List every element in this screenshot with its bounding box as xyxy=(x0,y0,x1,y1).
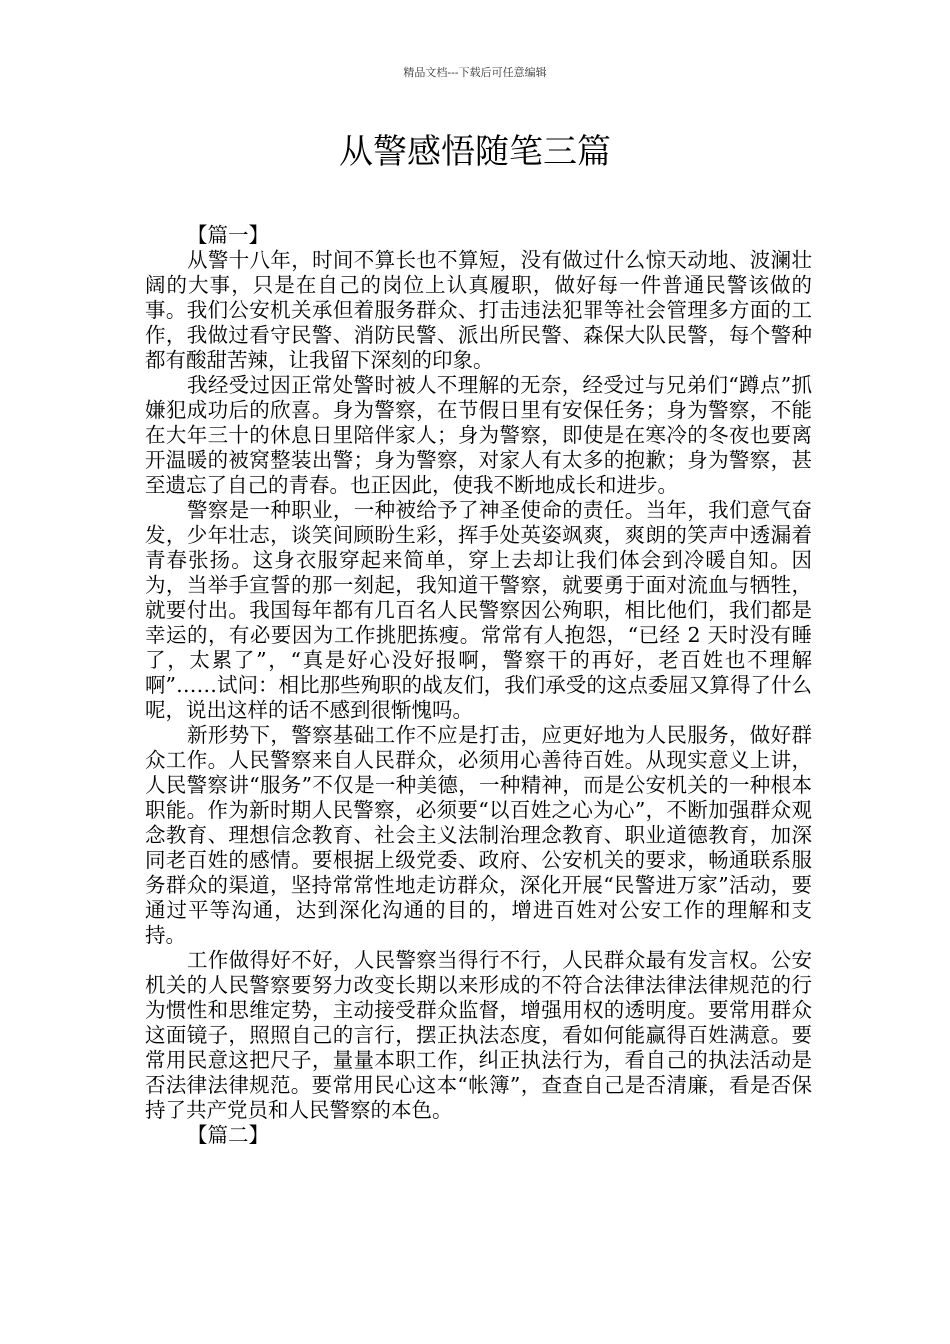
section-heading-1: 【篇一】 xyxy=(187,223,269,247)
page-title: 从警感悟随笔三篇 xyxy=(339,132,611,172)
paragraph: 工作做得好不好，人民警察当得行不行，人民群众最有发言权。公安机关的人民警察要努力改变长期以来形成的不符合法律法律法律规范的行为惯性和思维定势，主动接受群众监督，增强用权的透明度。要常用群众这面镜子，照照自己的言行，摆正执法态度，看如何能赢得百姓满意。要常用民意这把尺子，量量本职工作，纠正执法行为，看自己的执法活动是否法律法律规范。要常用民心这本“帐簿”，查查自己是否清廉，看是否保持了共产党员和人民警察的本色。 xyxy=(145,948,812,1122)
paragraph: 我经受过因正常处警时被人不理解的无奈，经受过与兄弟们“蹲点”抓嫌犯成功后的欣喜。身为警察，在节假日里有安保任务；身为警察，不能在大年三十的休息日里陪伴家人；身为警察，即使是在寒冷的冬夜也要离开温暖的被窝整装出警；身为警察，对家人有太多的抱歉；身为警察，甚至遗忘了自己的青春。也正因此，使我不断地成长和进步。 xyxy=(145,373,812,497)
paragraph: 警察是一种职业，一种被给予了神圣使命的责任。当年，我们意气奋发，少年壮志，谈笑间顾盼生彩，挥手处英姿飒爽，爽朗的笑声中透漏着青春张扬。这身衣服穿起来简单，穿上去却让我们体会到冷暖自知。因为，当举手宣誓的那一刻起，我知道干警察，就要勇于面对流血与牺牲，就要付出。我国每年都有几百名人民警察因公殉职，相比他们，我们都是幸运的，有必要因为工作挑肥拣瘦。常常有人抱怨，“已经 2 天时没有睡了，太累了”，“真是好心没好报啊，警察干的再好，老百姓也不理解啊”……试问：相比那些殉职的战友们，我们承受的这点委屈又算得了什么呢，说出这样的话不感到很惭愧吗。 xyxy=(145,498,812,722)
section-heading-2: 【篇二】 xyxy=(187,1123,269,1147)
document-body xyxy=(145,223,812,1148)
paragraph: 新形势下，警察基础工作不应是打击，应更好地为人民服务，做好群众工作。人民警察来自人民群众，必须用心善待百姓。从现实意义上讲，人民警察讲“服务”不仅是一种美德，一种精神，而是公安机关的一种根本职能。作为新时期人民警察，必须要“以百姓之心为心”，不断加强群众观念教育、理想信念教育、社会主义法制治理念教育、职业道德教育，加深同老百姓的感情。要根据上级党委、政府、公安机关的要求，畅通联系服务群众的渠道，坚持常常性地走访群众，深化开展“民警进万家”活动，要通过平等沟通，达到深化沟通的目的，增进百姓对公安工作的理解和支持。 xyxy=(145,723,812,947)
page-header-note: 精品文档---下载后可任意编辑 xyxy=(403,66,547,79)
paragraph: 从警十八年，时间不算长也不算短，没有做过什么惊天动地、波澜壮阔的大事，只是在自己的岗位上认真履职，做好每一件普通民警该做的事。我们公安机关承但着服务群众、打击违法犯罪等社会管理多方面的工作，我做过看守民警、消防民警、派出所民警、森保大队民警，每个警种都有酸甜苦辣，让我留下深刻的印象。 xyxy=(145,248,812,372)
